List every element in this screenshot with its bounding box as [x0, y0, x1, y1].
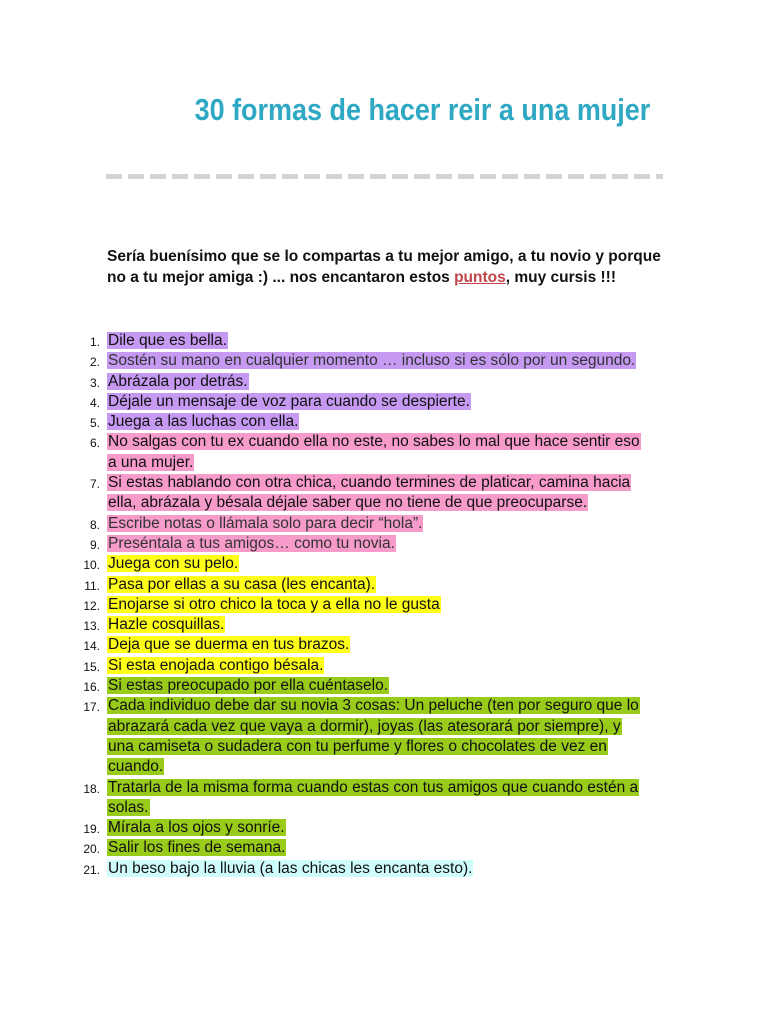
item-number: 2. — [89, 355, 100, 370]
intro-text-after: , muy cursis !!! — [505, 268, 616, 286]
list-item — [0, 595, 647, 615]
list-item — [0, 514, 647, 534]
item-text: Juega con su pelo. — [108, 555, 239, 573]
intro-text-before: Sería buenísimo que se lo compartas a tu mejor amigo, a tu novio y porque no a tu mejor amiga :) ... nos encantaron estos — [107, 248, 661, 286]
item-number: 8. — [89, 517, 100, 532]
list-item — [0, 372, 647, 392]
item-number: 13. — [83, 619, 100, 634]
item-number: 6. — [89, 436, 100, 451]
item-number: 16. — [83, 680, 100, 695]
item-number: 14. — [83, 639, 100, 654]
list-item — [0, 778, 647, 819]
item-number: 3. — [89, 375, 100, 390]
list-item — [0, 351, 647, 371]
item-number: 15. — [83, 659, 100, 674]
item-text: Juega a las luchas con ella. — [108, 413, 299, 431]
item-number: 17. — [83, 700, 100, 715]
item-text: Pasa por ellas a su casa (les encanta). — [108, 575, 376, 593]
list-item — [0, 859, 647, 879]
list-item — [0, 554, 647, 574]
item-text: Cada individuo debe dar su novia 3 cosas: Un peluche (ten por seguro que lo abrazará cada vez que vaya a dormir), joyas (las atesorará por siempre), y una camiseta o sudadera con tu perfume y flores o chocolates de vez en cuando. — [108, 697, 639, 776]
list-item — [0, 412, 647, 432]
item-text: Sostén su mano en cualquier momento … incluso si es sólo por un segundo. — [108, 352, 636, 370]
item-text: Dile que es bella. — [108, 332, 227, 349]
item-number: 18. — [83, 781, 100, 796]
list-item — [0, 331, 647, 351]
list-item — [0, 392, 647, 412]
item-number: 12. — [83, 598, 100, 613]
item-number: 9. — [89, 537, 100, 552]
item-text: Si estas hablando con otra chica, cuando termines de platicar, camina hacia ella, abrázala y bésala déjale saber que no tiene de que preocuparse. — [108, 474, 631, 512]
item-number: 19. — [83, 822, 100, 837]
item-text: Un beso bajo la lluvia (a las chicas les encanta esto). — [108, 859, 473, 877]
list-item — [0, 534, 647, 554]
item-number: 21. — [83, 862, 100, 877]
item-text: Tratarla de la misma forma cuando estas con tus amigos que cuando estén a solas. — [108, 778, 639, 816]
item-number: 1. — [89, 335, 100, 349]
page-title: 30 formas de hacer reir a una mujer — [194, 92, 651, 127]
list-item — [0, 656, 647, 676]
item-text: Salir los fines de semana. — [108, 839, 286, 857]
item-number: 4. — [89, 395, 100, 410]
list-item — [0, 676, 647, 696]
tips-list — [0, 331, 768, 879]
list-item — [0, 635, 647, 655]
item-text: Enojarse si otro chico la toca y a ella no le gusta — [108, 595, 440, 613]
item-text: Escribe notas o llámala solo para decir “hola”. — [108, 514, 423, 532]
item-number: 20. — [83, 842, 100, 857]
item-text: Si estas preocupado por ella cuéntaselo. — [108, 677, 389, 695]
list-item — [0, 818, 647, 838]
intro-paragraph — [107, 247, 667, 288]
item-text: Preséntala a tus amigos… como tu novia. — [108, 534, 395, 552]
list-item — [0, 615, 647, 635]
list-item — [0, 575, 647, 595]
list-item — [0, 838, 647, 858]
item-number: 7. — [89, 477, 100, 492]
item-number: 11. — [84, 578, 100, 593]
item-text: Deja que se duerma en tus brazos. — [108, 636, 350, 654]
list-item — [0, 432, 647, 473]
item-text: Si esta enojada contigo bésala. — [108, 656, 324, 674]
list-item — [0, 473, 647, 514]
item-text: Mírala a los ojos y sonríe. — [108, 819, 285, 837]
item-number: 10. — [83, 558, 100, 573]
list-item — [0, 696, 647, 777]
item-text: Abrázala por detrás. — [108, 372, 248, 390]
puntos-link[interactable]: puntos — [454, 268, 506, 286]
item-text: Hazle cosquillas. — [108, 616, 225, 634]
dashed-divider — [106, 174, 663, 179]
item-number: 5. — [89, 416, 100, 431]
item-text: No salgas con tu ex cuando ella no este, no sabes lo mal que hace sentir eso a una mujer. — [108, 433, 640, 471]
item-text: Déjale un mensaje de voz para cuando se despierte. — [108, 392, 470, 410]
